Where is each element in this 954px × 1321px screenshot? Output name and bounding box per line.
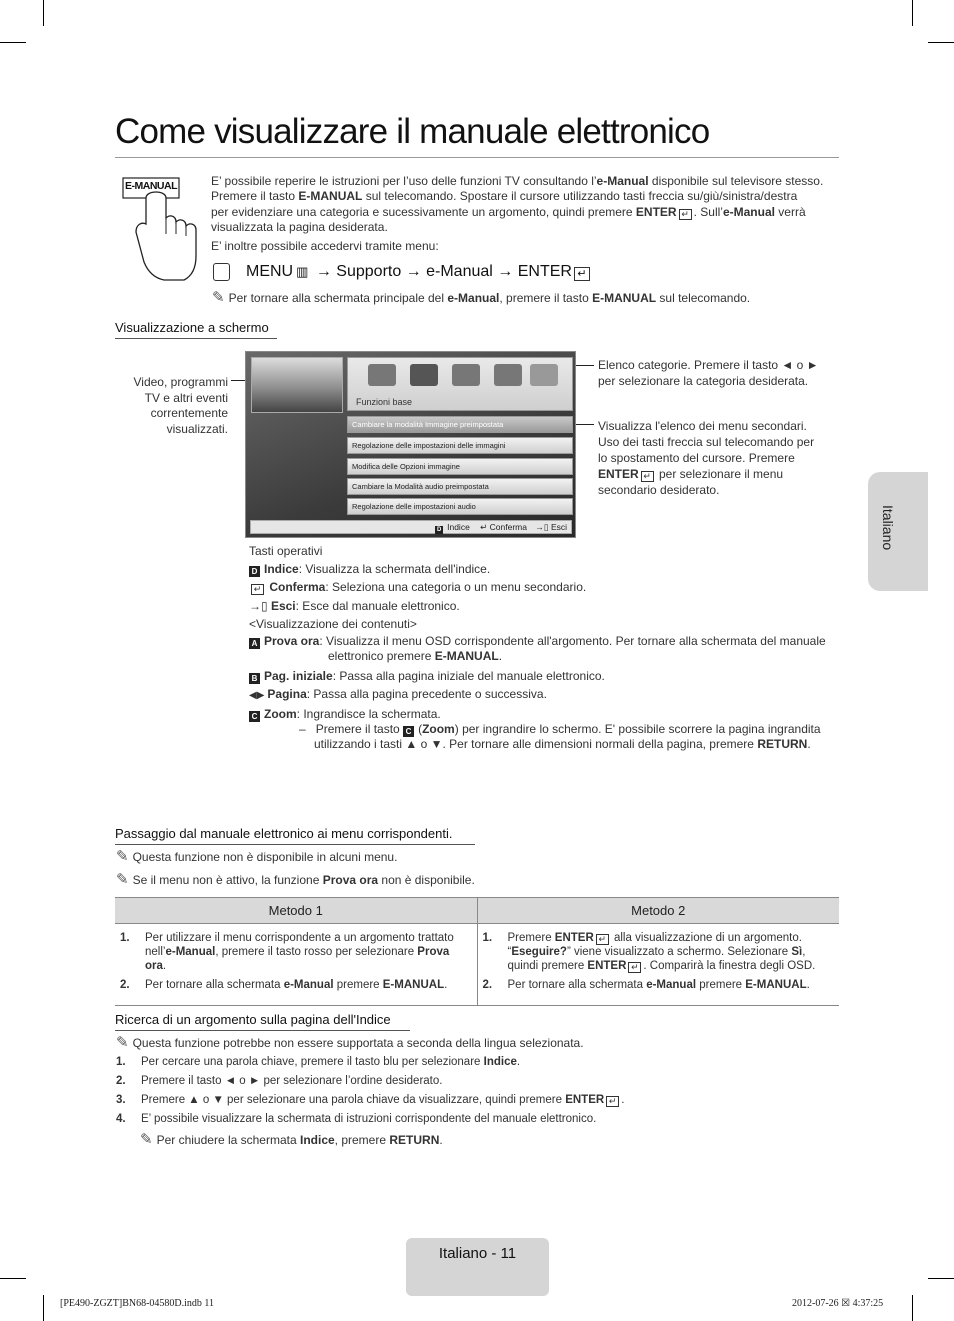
note-pencil-icon: ✎ (116, 847, 129, 865)
language-side-tab: Italiano (868, 472, 928, 591)
method-2-cell: 1. Premere ENTER ↵ alla visualizzazione di un argomento. “Eseguire?” viene visualizzato a schermo. Selezionare Sì, quindi premere ENTER ↵ . Comparirà la finestra degli OSD. 2. Per tornare alla schermata e-Manual premere E-MANUAL. (477, 924, 839, 1006)
operation-keys: Tasti operativi D Indice: Visualizza la schermata dell'indice. ↵ Conferma: Seleziona una categoria o un menu secondario. →▯ Esci: Esce dal manuale elettronico. <Visualizzazione dei contenuti> A Prova ora: Visualizza il menu OSD corrispondente all'argomento. Per tornare alla schermata del manuale elettronico premere E-MANUAL. B Pag. iniziale: Passa alla pagina iniziale del manuale elettronico. ◀▶ Pagina: Passa alla pagina precedente o successiva. C Zoom: Ingrandisce la schermata. (249, 544, 826, 722)
crop-mark (912, 0, 913, 26)
crop-mark (912, 1295, 913, 1321)
zoom-sub-1: – Premere il tasto C (Zoom) per ingrandire lo schermo. E' possibile scorrere la pagina ingrandita (299, 722, 821, 736)
footer-file: [PE490-ZGZT]BN68-04580D.indb 11 (60, 1298, 215, 1309)
enter-icon: ↵ (480, 522, 488, 532)
submenu-item: Regolazione delle impostazioni delle immagini (347, 437, 573, 454)
menu-path: MENU ▥ → Supporto → e-Manual → ENTER ↵ (246, 263, 592, 281)
crop-mark (43, 1295, 44, 1321)
method-2-header: Metodo 2 (477, 898, 839, 924)
method-table (115, 897, 839, 1006)
crop-mark (928, 42, 954, 43)
crop-mark (928, 1278, 954, 1279)
submenu-item: Cambiare la Modalità audio preimpostata (347, 478, 573, 495)
category-icon (368, 364, 396, 386)
page-title: Come visualizzare il manuale elettronico (115, 112, 710, 151)
category-icon (452, 364, 480, 386)
search-steps: 1. Per cercare una parola chiave, premere il tasto blu per selezionare Indice. 2. Premere il tasto ◄ o ► per selezionare l’ordine desiderato. 3. Premere ▲ o ▼ per selezionare una parola chiave da visualizzare, quindi premere ENTER ↵ . 4. E’ possibile visualizzare la schermata di istruzioni corrispondente del manuale elettronico. (116, 1056, 625, 1125)
key-b-icon: B (249, 673, 260, 684)
enter-icon: ↵ (596, 934, 609, 945)
page-number-badge: Italiano - 11 (406, 1238, 549, 1296)
section-pass-heading: Passaggio dal manuale elettronico ai menu corrispondenti. (115, 826, 475, 845)
pass-note-1: ✎ Questa funzione non è disponibile in alcuni menu. (116, 847, 398, 865)
search-end-note: ✎ Per chiudere la schermata Indice, premere RETURN. (140, 1130, 443, 1148)
intro-line-5: E’ inoltre possibile accedervi tramite menu: (211, 239, 439, 253)
zoom-sub-2: utilizzando i tasti ▲ o ▼. Per tornare alle dimensioni normali della pagina, premere RETURN. (314, 737, 811, 751)
enter-icon: ↵ (641, 471, 654, 482)
section-screen-heading: Visualizzazione a schermo (115, 320, 277, 339)
key-a-icon: A (249, 638, 260, 649)
exit-icon: →▯ (535, 522, 549, 532)
category-bar (347, 357, 573, 411)
section-search-heading: Ricerca di un argomento sulla pagina dell'Indice (115, 1012, 410, 1031)
key-c-icon: C (249, 711, 260, 722)
tv-video-thumbnail (251, 357, 343, 413)
enter-icon: ↵ (628, 962, 641, 973)
enter-icon: ↵ (679, 209, 692, 220)
category-icon (494, 364, 522, 386)
callout-line (576, 424, 594, 425)
category-label: Funzioni base (356, 397, 413, 407)
enter-icon: ↵ (574, 267, 590, 281)
intro-line-1: E’ possibile reperire le istruzioni per l’uso delle funzioni TV consultando l’e-Manual disponibile sul televisore stesso. (211, 174, 824, 188)
note-pencil-icon: ✎ (116, 1033, 129, 1051)
return-note: ✎ Per tornare alla schermata principale del e-Manual, premere il tasto E-MANUAL sul telecomando. (212, 288, 751, 306)
crop-mark (0, 1278, 26, 1279)
remote-menu-icon (213, 263, 230, 281)
key-d-icon: D (249, 566, 260, 577)
callout-right-top: Elenco categorie. Premere il tasto ◄ o ► per selezionare la categoria desiderata. (598, 358, 819, 388)
callout-left: Video, programmi TV e altri eventi correntemente visualizzati. (133, 375, 228, 436)
emanual-screen (245, 351, 576, 538)
left-right-arrows-icon: ◀▶ (249, 690, 265, 702)
enter-icon: ↵ (606, 1096, 619, 1107)
note-pencil-icon: ✎ (140, 1130, 153, 1148)
pass-note-2: ✎ Se il menu non è attivo, la funzione Prova ora non è disponibile. (116, 870, 475, 888)
note-pencil-icon: ✎ (212, 288, 225, 306)
crop-mark (43, 0, 44, 26)
method-1-cell: 1. Per utilizzare il menu corrispondente a un argomento trattato nell’e-Manual, premere il tasto rosso per selezionare Prova ora. 2. Per tornare alla schermata e-Manual premere E-MANUAL. (115, 924, 477, 1006)
crop-mark (0, 42, 26, 43)
callout-line (576, 365, 594, 366)
submenu-item: Modifica delle Opzioni immagine (347, 458, 573, 475)
key-d-icon: D (436, 527, 442, 533)
method-1-header: Metodo 1 (115, 898, 477, 924)
intro-line-4: visualizzata la pagina desiderata. (211, 220, 388, 234)
note-pencil-icon: ✎ (116, 870, 129, 888)
remote-button-label: E-MANUAL (125, 180, 177, 192)
exit-icon: →▯ (249, 598, 268, 613)
key-c-icon: C (403, 726, 414, 737)
category-icon (410, 364, 438, 386)
menu-grid-icon: ▥ (296, 264, 309, 279)
submenu-item: Regolazione delle impostazioni audio (347, 498, 573, 515)
category-icon (530, 364, 558, 386)
intro-line-2: Premere il tasto E-MANUAL sul telecomando. Spostare il cursore utilizzando tasti freccia su/giù/sinistra/destra (211, 189, 798, 203)
submenu-item: Cambiare la modalità Immagine preimpostata (347, 416, 573, 433)
footer-timestamp: 2012-07-26 ☒ 4:37:25 (792, 1298, 884, 1309)
intro-line-3: per evidenziare una categoria e sucessivamente un argomento, quindi premere ENTER ↵ . Sull’e-Manual verrà (211, 205, 806, 219)
callout-right-mid: Visualizza l'elenco dei menu secondari. Uso dei tasti freccia sul telecomando per lo spostamento del cursore. Premere ENTER ↵ per selezionare il menu secondario desiderato. (598, 419, 815, 497)
search-note: ✎ Questa funzione potrebbe non essere supportata a seconda della lingua selezionata. (116, 1033, 584, 1051)
title-rule (115, 157, 839, 158)
enter-icon: ↵ (251, 584, 264, 595)
operation-bar: D Indice ↵ Conferma →▯ Esci (250, 520, 572, 534)
